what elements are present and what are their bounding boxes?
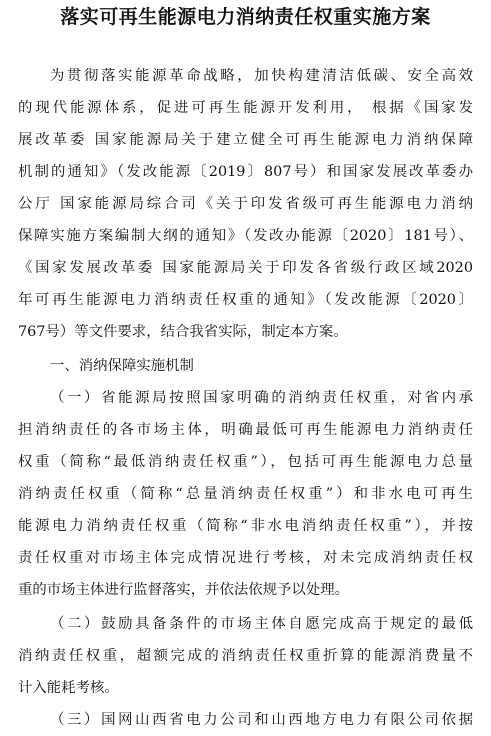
paragraph-line: 能源电力消纳责任权重（简称“非水电消纳责任权重”），并按 <box>18 518 473 534</box>
paragraph-line: 计入能耗考核。 <box>18 680 119 696</box>
paragraph-line: 保障实施方案编制大纲的通知》（发改办能源〔2020〕181号）、 <box>18 228 473 244</box>
paragraph-line: （三）国网山西省电力公司和山西地方电力有限公司依据 <box>50 712 473 728</box>
paragraph-line: 为贯彻落实能源革命战略，加快构建清洁低碳、安全高效 <box>50 68 473 84</box>
paragraph-line: 责任权重对市场主体完成情况进行考核，对未完成消纳责任权 <box>18 550 473 566</box>
paragraph-line: （二）鼓励具备条件的市场主体自愿完成高于规定的最低 <box>50 616 473 632</box>
paragraph-line: 展改革委 国家能源局关于建立健全可再生能源电力消纳保障 <box>18 132 473 148</box>
paragraph-line: 公厅 国家能源局综合司《关于印发省级可再生能源电力消纳 <box>18 196 473 212</box>
paragraph-line: 权重（简称“最低消纳责任权重”），包括可再生能源电力总量 <box>18 454 473 470</box>
paragraph-line: 767号）等文件要求，结合我省实际，制定本方案。 <box>18 324 348 340</box>
paragraph-line: 《国家发展改革委 国家能源局关于印发各省级行政区域2020 <box>18 260 473 276</box>
paragraph-line: 消纳责任权重，超额完成的消纳责任权重折算的能源消费量不 <box>18 648 473 664</box>
paragraph-line: 机制的通知》（发改能源〔2019〕807号）和国家发展改革委办 <box>18 164 473 180</box>
section-heading: 一、消纳保障实施机制 <box>50 358 194 374</box>
document-title: 落实可再生能源电力消纳责任权重实施方案 <box>60 6 431 28</box>
paragraph-line: （一）省能源局按照国家明确的消纳责任权重，对省内承 <box>50 390 473 406</box>
paragraph-line: 重的市场主体进行监督落实，并依法依规予以处理。 <box>18 582 349 598</box>
paragraph-line: 担消纳责任的各市场主体，明确最低可再生能源电力消纳责任 <box>18 422 473 438</box>
paragraph-line: 的现代能源体系，促进可再生能源开发利用， 根据《国家发 <box>18 100 473 116</box>
paragraph-line: 消纳责任权重（简称“总量消纳责任权重”）和非水电可再生 <box>18 486 473 502</box>
paragraph-line: 年可再生能源电力消纳责任权重的通知》（发改能源〔2020〕 <box>18 292 473 308</box>
